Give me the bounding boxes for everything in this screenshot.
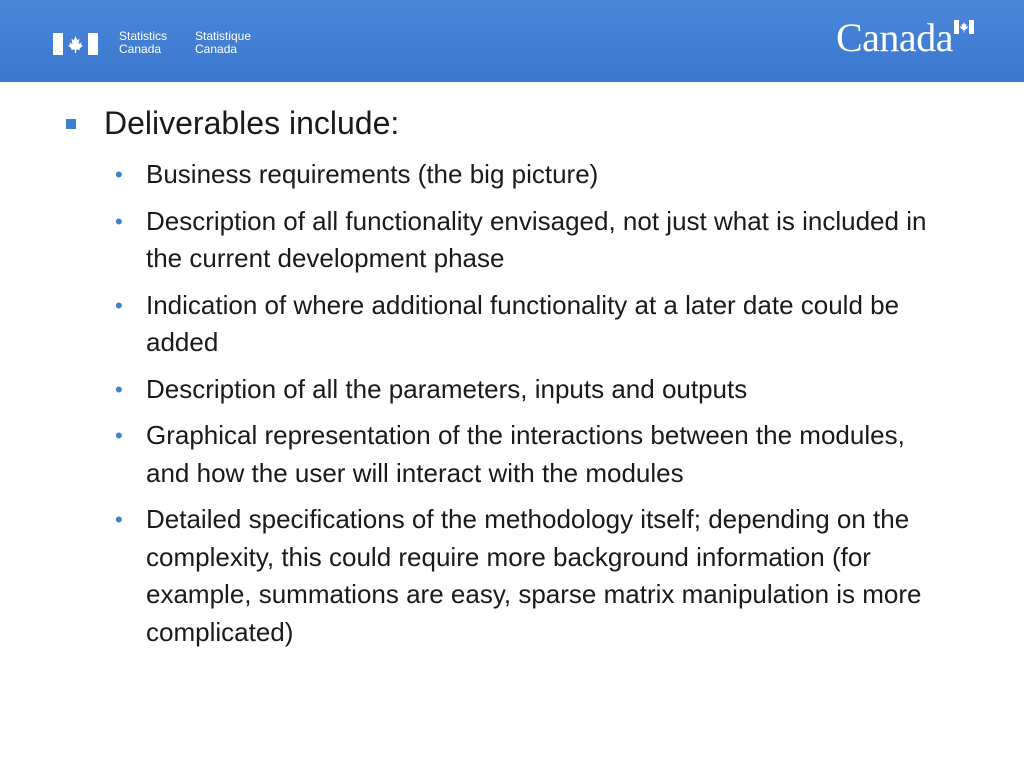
bullet-dot-icon: • bbox=[115, 376, 123, 402]
agency-fr-line2: Canada bbox=[195, 42, 238, 56]
square-bullet-icon bbox=[66, 119, 76, 129]
list-item bbox=[112, 156, 952, 194]
agency-en-line1: Statistics bbox=[119, 29, 168, 43]
list-item bbox=[112, 501, 952, 651]
list-item bbox=[112, 371, 952, 409]
list-item-text: Graphical representation of the interactions between the modules, and how the user will interact with the modules bbox=[146, 420, 905, 488]
list-item-text: Indication of where additional functionality at a later date could be added bbox=[146, 289, 900, 357]
agency-name-french bbox=[195, 30, 251, 56]
bullet-dot-icon: • bbox=[115, 423, 123, 448]
bullet-dot-icon: • bbox=[115, 292, 123, 318]
bullet-dot-icon: • bbox=[115, 162, 123, 187]
bullet-dot-icon: • bbox=[115, 208, 123, 234]
wordmark-flag-icon bbox=[954, 20, 974, 34]
canada-wordmark-text: Canada bbox=[836, 15, 953, 60]
list-item-text: Detailed specifications of the methodology itself; depending on the complexity, this could require more background information (for example, summations are easy, sparse matrix manipulation is more complicated) bbox=[146, 504, 922, 647]
list-item-text: Business requirements (the big picture) bbox=[146, 159, 599, 189]
agency-fr-line1: Statistique bbox=[195, 29, 252, 43]
list-item bbox=[112, 417, 952, 492]
slide-heading: Deliverables include: bbox=[104, 105, 400, 141]
list-item-text: Description of all the parameters, inputs and outputs bbox=[146, 373, 748, 404]
header-bar bbox=[0, 0, 1024, 82]
deliverables-list bbox=[112, 156, 952, 660]
canada-flag-icon bbox=[53, 33, 98, 55]
canada-wordmark bbox=[836, 14, 976, 60]
list-item bbox=[112, 203, 952, 278]
agency-name-english bbox=[119, 30, 167, 56]
list-item bbox=[112, 287, 952, 362]
agency-en-line2: Canada bbox=[119, 42, 162, 56]
bullet-dot-icon: • bbox=[115, 507, 123, 532]
list-item-text: Description of all functionality envisaged, not just what is included in the current development phase bbox=[146, 205, 927, 273]
